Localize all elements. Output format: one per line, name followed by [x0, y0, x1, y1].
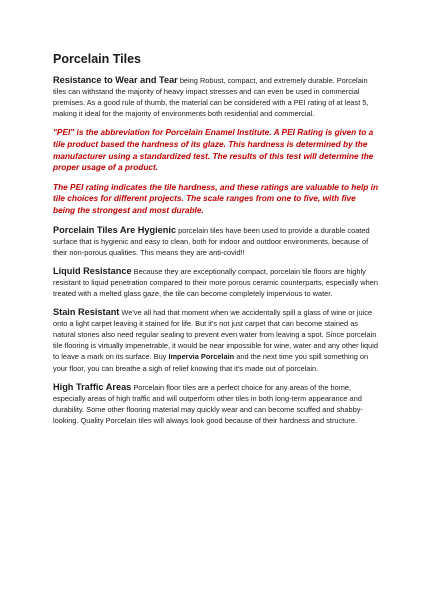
paragraph-liquid-resistance: [53, 266, 379, 299]
text-stain-resistant-a: We've all had that moment when we accidentally spill a glass of wine or juice onto a light carpet leaving it stained for life. But it's not just carpet that can become stained as natural stones also need regular sealing to prevent even water from leaving a spot. Since porcelain tile flooring is virtually impenetrable, it would be near impossible for wine, water and any other liquid to leave a mark on its surface. Buy: [53, 308, 378, 362]
paragraph-stain-resistant: [53, 307, 379, 374]
heading-hygienic: Porcelain Tiles Are Hygienic: [53, 224, 177, 235]
heading-high-traffic: High Traffic Areas: [53, 381, 132, 392]
page-title: Porcelain Tiles: [53, 52, 142, 66]
heading-stain-resistant: Stain Resistant: [53, 307, 120, 318]
paragraph-hygienic: [53, 225, 379, 258]
text-wear-and-tear: being Robust, compact, and extremely durable. Porcelain tiles can withstand the majority of heavy impact stresses and can even be used in commercial premises. As a good rule of thumb, the material can be considered with a PEI rating of at least 5, making it ideal for the majority of environments both residential and commercial.: [53, 76, 369, 119]
pei-rating-quote: The PEI rating indicates the tile hardness, and these ratings are valuable to help in tile choices for different projects. The scale ranges from one to five, with five being the strongest and most durable.: [53, 181, 379, 215]
text-liquid-resistance: Because they are exceptionally compact, porcelain tile floors are highly resistant to liquid penetration compared to their more porous ceramic counterparts, especially when treated with a melted glass gaze, the tile can become completely impervious to water.: [53, 266, 378, 298]
text-high-traffic: Porcelain floor tiles are a perfect choice for any areas of the home, especially areas of high traffic and will outperform other tiles in both long-term appearance and durability. Some other flooring material may quickly wear and can become scuffed and shabby- looking. Quality Porcelain tiles will always look good because of their hardness and structure.: [53, 382, 363, 425]
paragraph-high-traffic: [53, 382, 379, 426]
text-stain-resistant-b: and the next time you spill something on your floor, you can breathe a sigh of relief knowing that it's made out of porcelain.: [53, 352, 369, 373]
paragraph-wear-and-tear: [53, 75, 379, 119]
pei-definition-quote: "PEI" is the abbreviation for Porcelain Enamel Institute. A PEI Rating is given to a tile product based the hardness of its glaze. This hardness is determined by the manufacturer using a standardized test. The results of this test will determine the proper usage of a product.: [53, 127, 374, 173]
brand-name: Impervia Porcelain: [168, 352, 235, 362]
heading-wear-and-tear: Resistance to Wear and Tear: [53, 75, 178, 85]
text-hygienic: porcelain tiles have been used to provide a durable coated surface that is hygienic and easy to clean, both for indoor and outdoor environments, because of their non-porous qualities. This means they are anti-covid!!: [53, 225, 370, 257]
heading-liquid-resistance: Liquid Resistance: [53, 265, 132, 276]
